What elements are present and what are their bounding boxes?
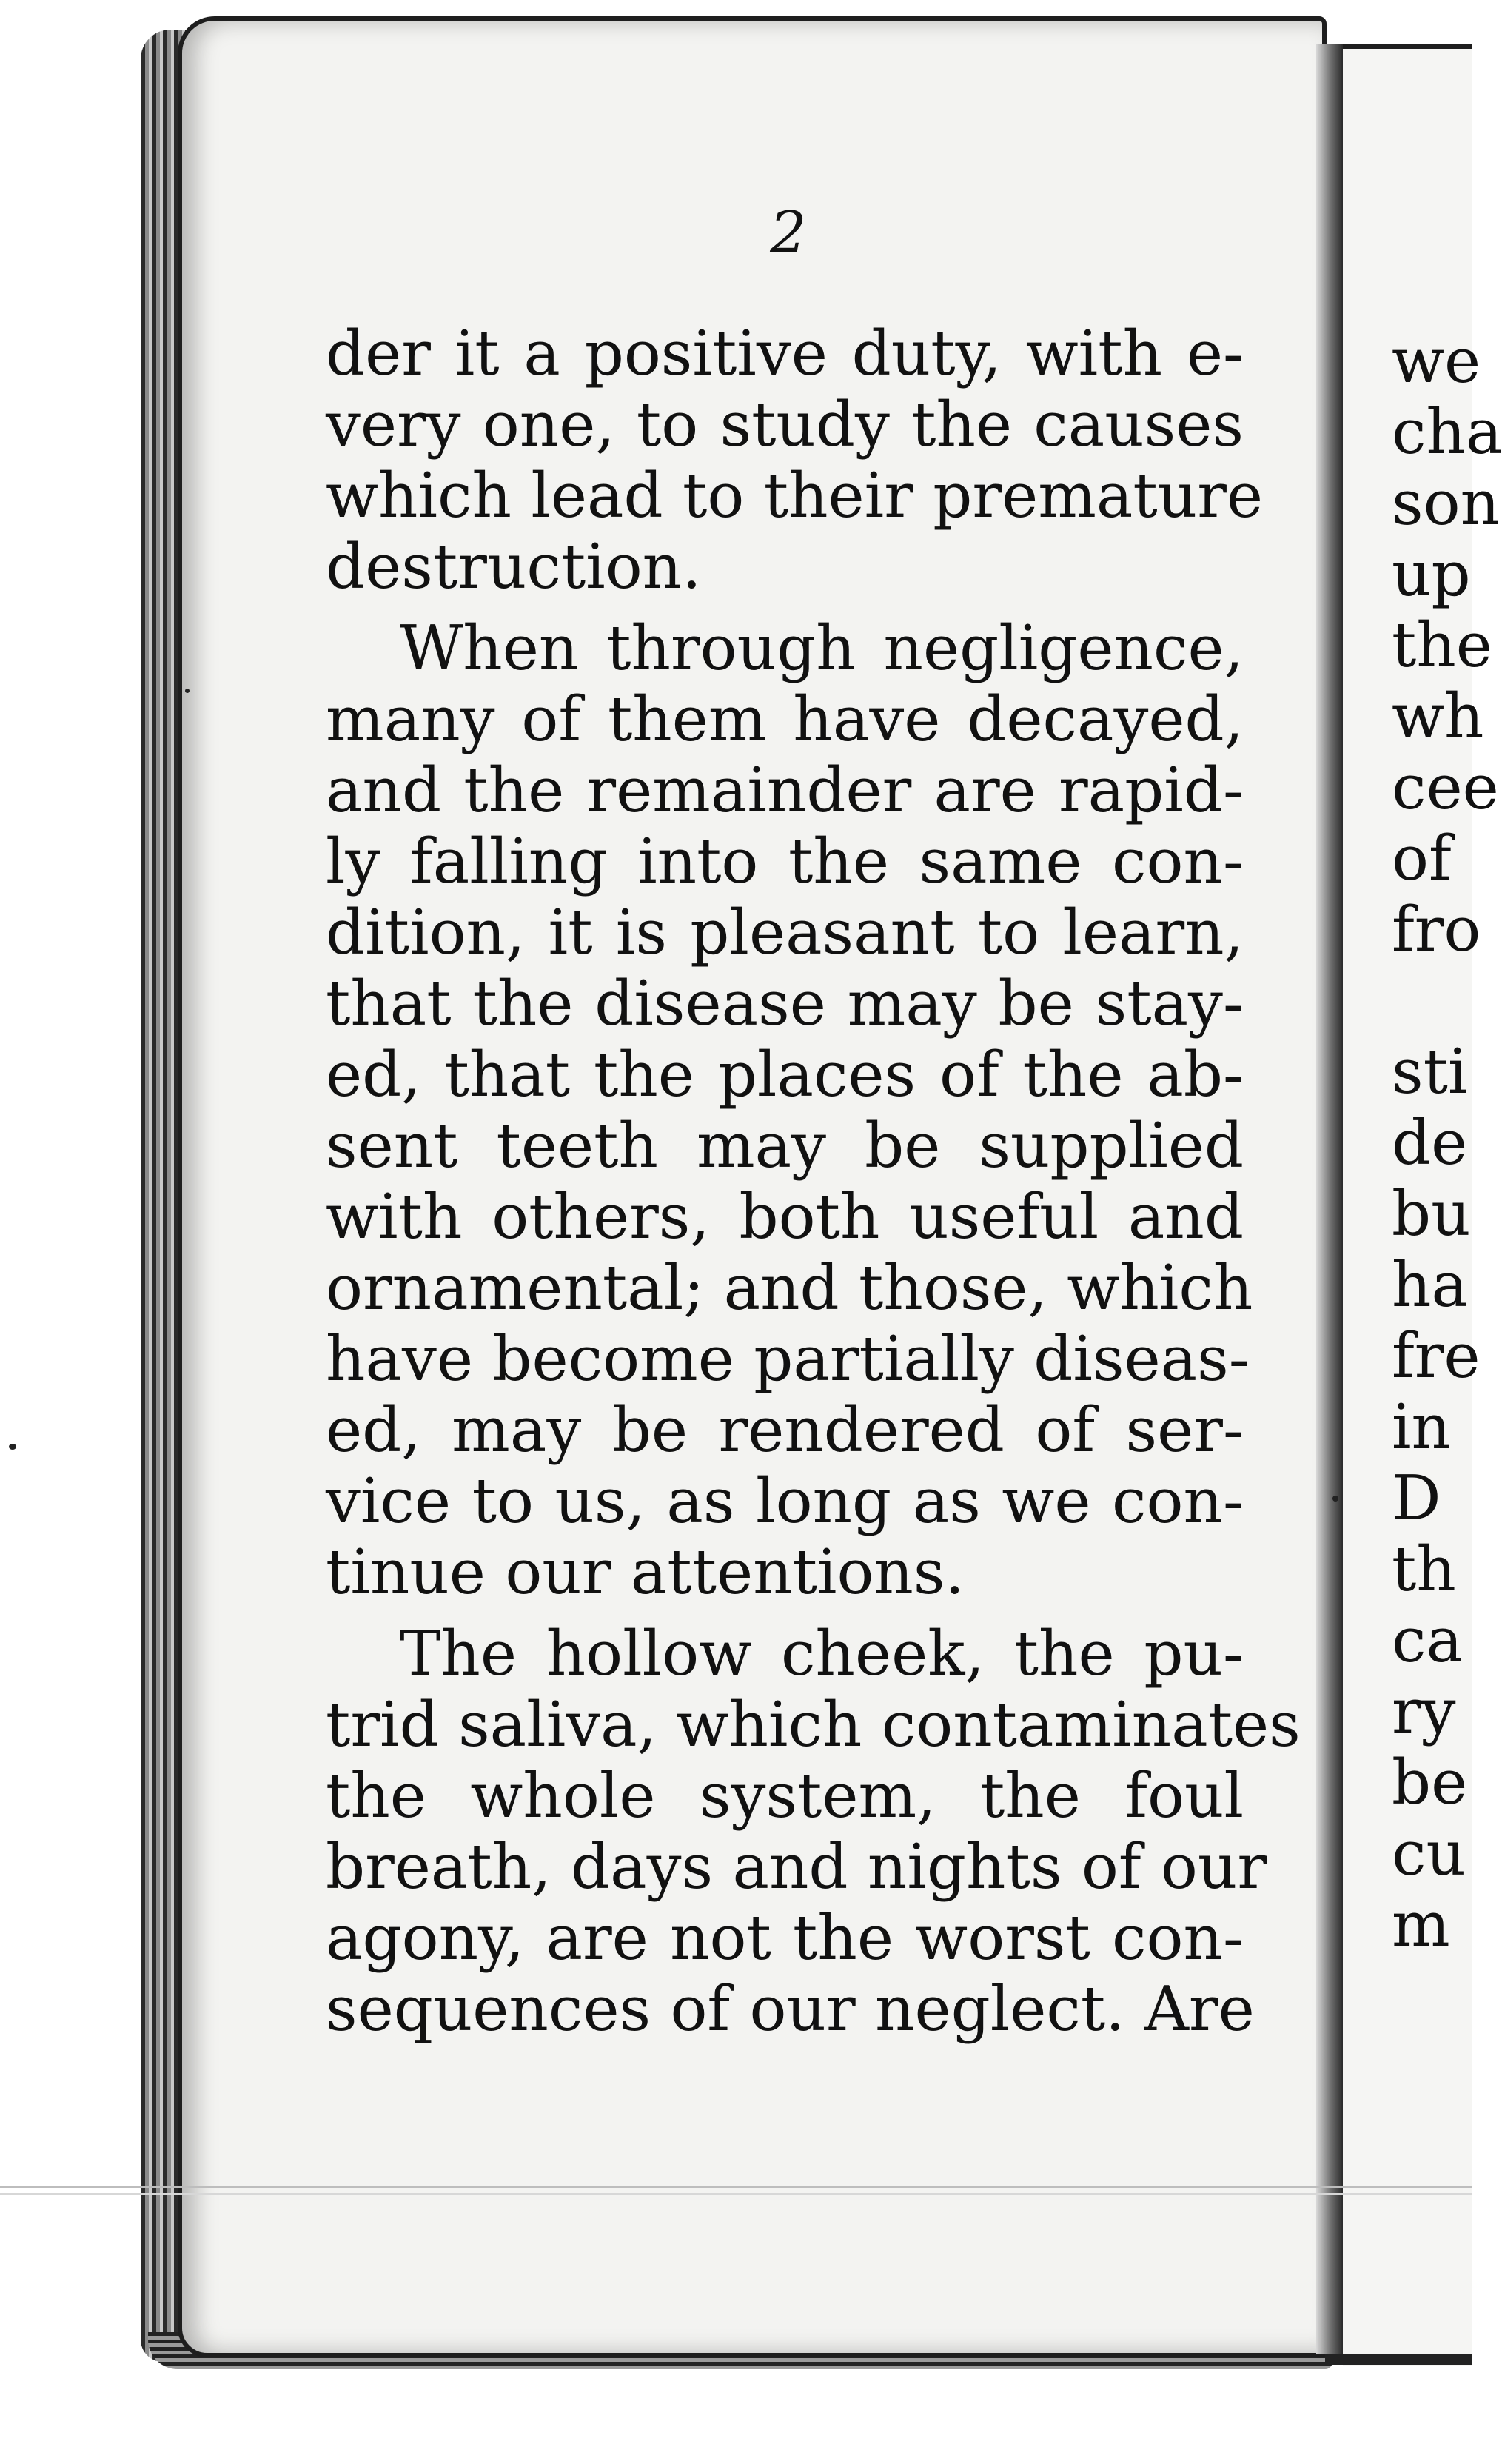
paragraph [326, 612, 1253, 1608]
facing-line-fragment: m [1392, 1889, 1450, 1961]
facing-line-fragment: ry [1392, 1675, 1456, 1747]
facing-line-fragment: wh [1392, 680, 1484, 752]
text-line: which lead to their premature [326, 460, 1263, 532]
paragraph [326, 1618, 1301, 2045]
text-line: that the disease may be stay- [326, 968, 1244, 1040]
scan-speck [1332, 1496, 1338, 1502]
facing-line-fragment: son [1392, 467, 1501, 539]
text-line: agony, are not the worst con- [326, 1902, 1244, 1974]
facing-line-fragment: cu [1392, 1818, 1466, 1889]
text-line: ed, that the places of the ab- [326, 1039, 1244, 1111]
scan-line [0, 2186, 1472, 2188]
page-number: 2 [770, 200, 807, 267]
text-line: very one, to study the causes [326, 389, 1244, 461]
text-line: ed, may be rendered of ser- [326, 1394, 1244, 1466]
text-line: ly falling into the same con- [326, 826, 1244, 897]
facing-line-fragment: D [1392, 1462, 1441, 1534]
facing-line-fragment: of [1392, 823, 1452, 894]
text-line: trid saliva, which contaminates [326, 1689, 1301, 1761]
right-page-edge [1325, 2354, 1472, 2365]
text-line: the whole system, the foul [326, 1760, 1244, 1832]
text-line: destruction. [326, 531, 702, 603]
facing-line-fragment: cha [1392, 396, 1502, 468]
text-line: der it a positive duty, with e- [326, 318, 1244, 389]
body-text [326, 318, 1301, 2045]
scan-speck [9, 1444, 16, 1450]
facing-line-fragment: fre [1392, 1320, 1481, 1392]
facing-line-fragment: bu [1392, 1178, 1471, 1250]
facing-line-fragment: up [1392, 538, 1471, 610]
book-gutter [1316, 44, 1343, 2354]
facing-line-fragment: cee [1392, 751, 1499, 823]
facing-line-fragment: be [1392, 1747, 1468, 1818]
facing-line-fragment: fro [1392, 894, 1481, 965]
text-line: many of them have decayed, [326, 683, 1244, 755]
text-line: vice to us, as long as we con- [326, 1465, 1244, 1537]
paragraph [326, 318, 1263, 603]
text-line: sent teeth may be supplied [326, 1110, 1244, 1182]
text-line: dition, it is pleasant to learn, [326, 897, 1244, 968]
facing-line-fragment: we [1392, 325, 1481, 397]
text-line: sequences of our neglect. Are [326, 1973, 1255, 2045]
facing-line-fragment: the [1392, 609, 1492, 681]
facing-line-fragment: de [1392, 1107, 1468, 1179]
facing-line-fragment [1392, 965, 1472, 1037]
text-line: have become partially diseas- [326, 1323, 1250, 1395]
facing-line-fragment: ha [1392, 1249, 1468, 1321]
text-line: The hollow cheek, the pu- [400, 1618, 1244, 1690]
text-line: ornamental; and those, which [326, 1252, 1253, 1324]
facing-line-fragment: in [1392, 1391, 1452, 1463]
text-line: breath, days and nights of our [326, 1831, 1267, 1903]
text-line: tinue our attentions. [326, 1536, 965, 1608]
facing-line-fragment: sti [1392, 1036, 1468, 1108]
text-line: with others, both useful and [326, 1181, 1244, 1253]
scan-speck [185, 689, 190, 693]
text-line: When through negligence, [400, 612, 1244, 684]
facing-line-fragment: th [1392, 1533, 1456, 1605]
text-line: and the remainder are rapid- [326, 754, 1244, 826]
facing-line-fragment: ca [1392, 1604, 1463, 1676]
scan-line [0, 2193, 1472, 2195]
facing-page-text [1392, 325, 1502, 1961]
